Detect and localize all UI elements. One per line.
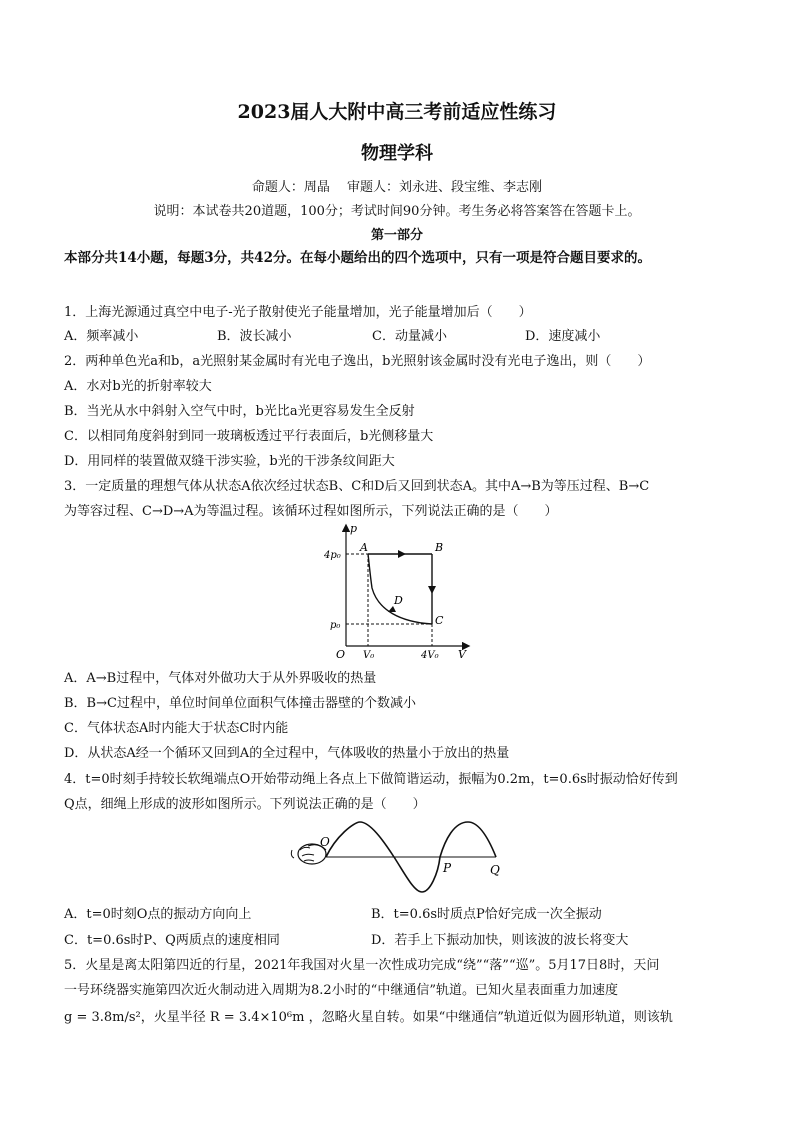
- point-a-label: A: [360, 541, 368, 554]
- q1-stem: 1．上海光源通过真空中电子-光子散射使光子能量增加，光子能量增加后（ ）: [64, 305, 532, 320]
- q3-stem-line2: 为等容过程、C→D→A为等温过程。该循环过程如图所示，下列说法正确的是（ ）: [64, 504, 558, 519]
- arrow-bc: [428, 586, 436, 594]
- pv-diagram: [320, 518, 480, 660]
- part-instructions: 本部分共14小题，每题3分，共42分。在每小题给出的四个选项中，只有一项是符合题目要求的。: [64, 250, 651, 266]
- v-axis-label: V: [458, 648, 466, 660]
- q2-option-d: D．用同样的装置做双缝干涉实验，b光的干涉条纹间距大: [64, 454, 395, 469]
- q1-option-a: A．频率减小: [64, 329, 139, 344]
- q2-option-b: B．当光从水中斜射入空气中时，b光比a光更容易发生全反射: [64, 404, 415, 419]
- wave-diagram: [290, 816, 515, 898]
- authors-line: 命题人：周晶 审题人：刘永进、段宝维、李志刚: [251, 180, 543, 195]
- q3-option-d: D．从状态A经一个循环又回到A的全过程中，气体吸收的热量小于放出的热量: [64, 746, 510, 761]
- q1-option-c: C．动量减小: [372, 329, 447, 344]
- tick-v0: V₀: [363, 650, 375, 660]
- subject-title: 物理学科: [361, 143, 433, 164]
- point-c-label: C: [435, 614, 444, 627]
- q5-line3: g = 3.8m/s²，火星半径 R = 3.4×10⁶m ，忽略火星自转。如果“中继通信”轨道近似为圆形轨道，则该轨: [64, 1010, 673, 1025]
- p-axis-label: p: [350, 522, 358, 535]
- q3-stem-line1: 3．一定质量的理想气体从状态A依次经过状态B、C和D后又回到状态A。其中A→B为等压过程、B→C: [64, 479, 650, 494]
- q3-option-b: B．B→C过程中，单位时间单位面积气体撞击器壁的个数减小: [64, 696, 416, 711]
- q3-option-c: C．气体状态A时内能大于状态C时内能: [64, 721, 289, 736]
- tick-4p0: 4p₀: [324, 550, 341, 561]
- q4-option-a: A．t=0时刻O点的振动方向向上: [64, 907, 252, 922]
- point-b-label: B: [435, 541, 444, 554]
- process-cda: [368, 554, 432, 624]
- q2-option-c: C．以相同角度斜射到同一玻璃板透过平行表面后，b光侧移量大: [64, 429, 434, 444]
- q3-option-a: A．A→B过程中，气体对外做功大于从外界吸收的热量: [64, 671, 377, 686]
- q4-stem-line1: 4．t=0时刻手持较长软绳端点O开始带动绳上各点上下做简谐运动，振幅为0.2m，t=0.6s时振动恰好传到: [64, 772, 678, 787]
- point-p-label: P: [443, 861, 452, 875]
- exam-title: 2023届人大附中高三考前适应性练习: [237, 101, 557, 123]
- arrow-ab: [398, 550, 406, 558]
- part-title: 第一部分: [370, 228, 423, 243]
- q1-option-d: D．速度减小: [525, 329, 601, 344]
- q4-option-c: C．t=0.6s时P、Q两质点的速度相同: [64, 933, 280, 948]
- q5-line2: 一号环绕器实施第四次近火制动进入周期为8.2小时的“中继通信”轨道。已知火星表面重力加速度: [64, 983, 618, 998]
- tick-4v0: 4V₀: [421, 650, 439, 660]
- point-d-label: D: [394, 594, 403, 607]
- q4-option-b: B．t=0.6s时质点P恰好完成一次全振动: [371, 907, 602, 922]
- q4-stem-line2: Q点，细绳上形成的波形如图所示。下列说法正确的是（ ）: [64, 797, 426, 812]
- point-o-label: O: [320, 835, 330, 849]
- q4-option-d: D．若手上下振动加快，则该波的波长将变大: [371, 933, 629, 948]
- q2-stem: 2．两种单色光a和b，a光照射某金属时有光电子逸出，b光照射该金属时没有光电子逸出，则（ ）: [64, 354, 651, 369]
- exam-note: 说明：本试卷共20道题，100分；考试时间90分钟。考生务必将答案答在答题卡上。: [153, 204, 641, 219]
- origin-label: O: [336, 648, 346, 660]
- q5-line1: 5．火星是离太阳第四近的行星，2021年我国对火星一次性成功完成“绕”“落”“巡”。5月17日8时，天问: [64, 958, 660, 973]
- q1-option-b: B．波长减小: [217, 329, 292, 344]
- q2-option-a: A．水对b光的折射率较大: [64, 379, 212, 394]
- point-q-label: Q: [490, 863, 500, 877]
- tick-p0: p₀: [330, 620, 341, 631]
